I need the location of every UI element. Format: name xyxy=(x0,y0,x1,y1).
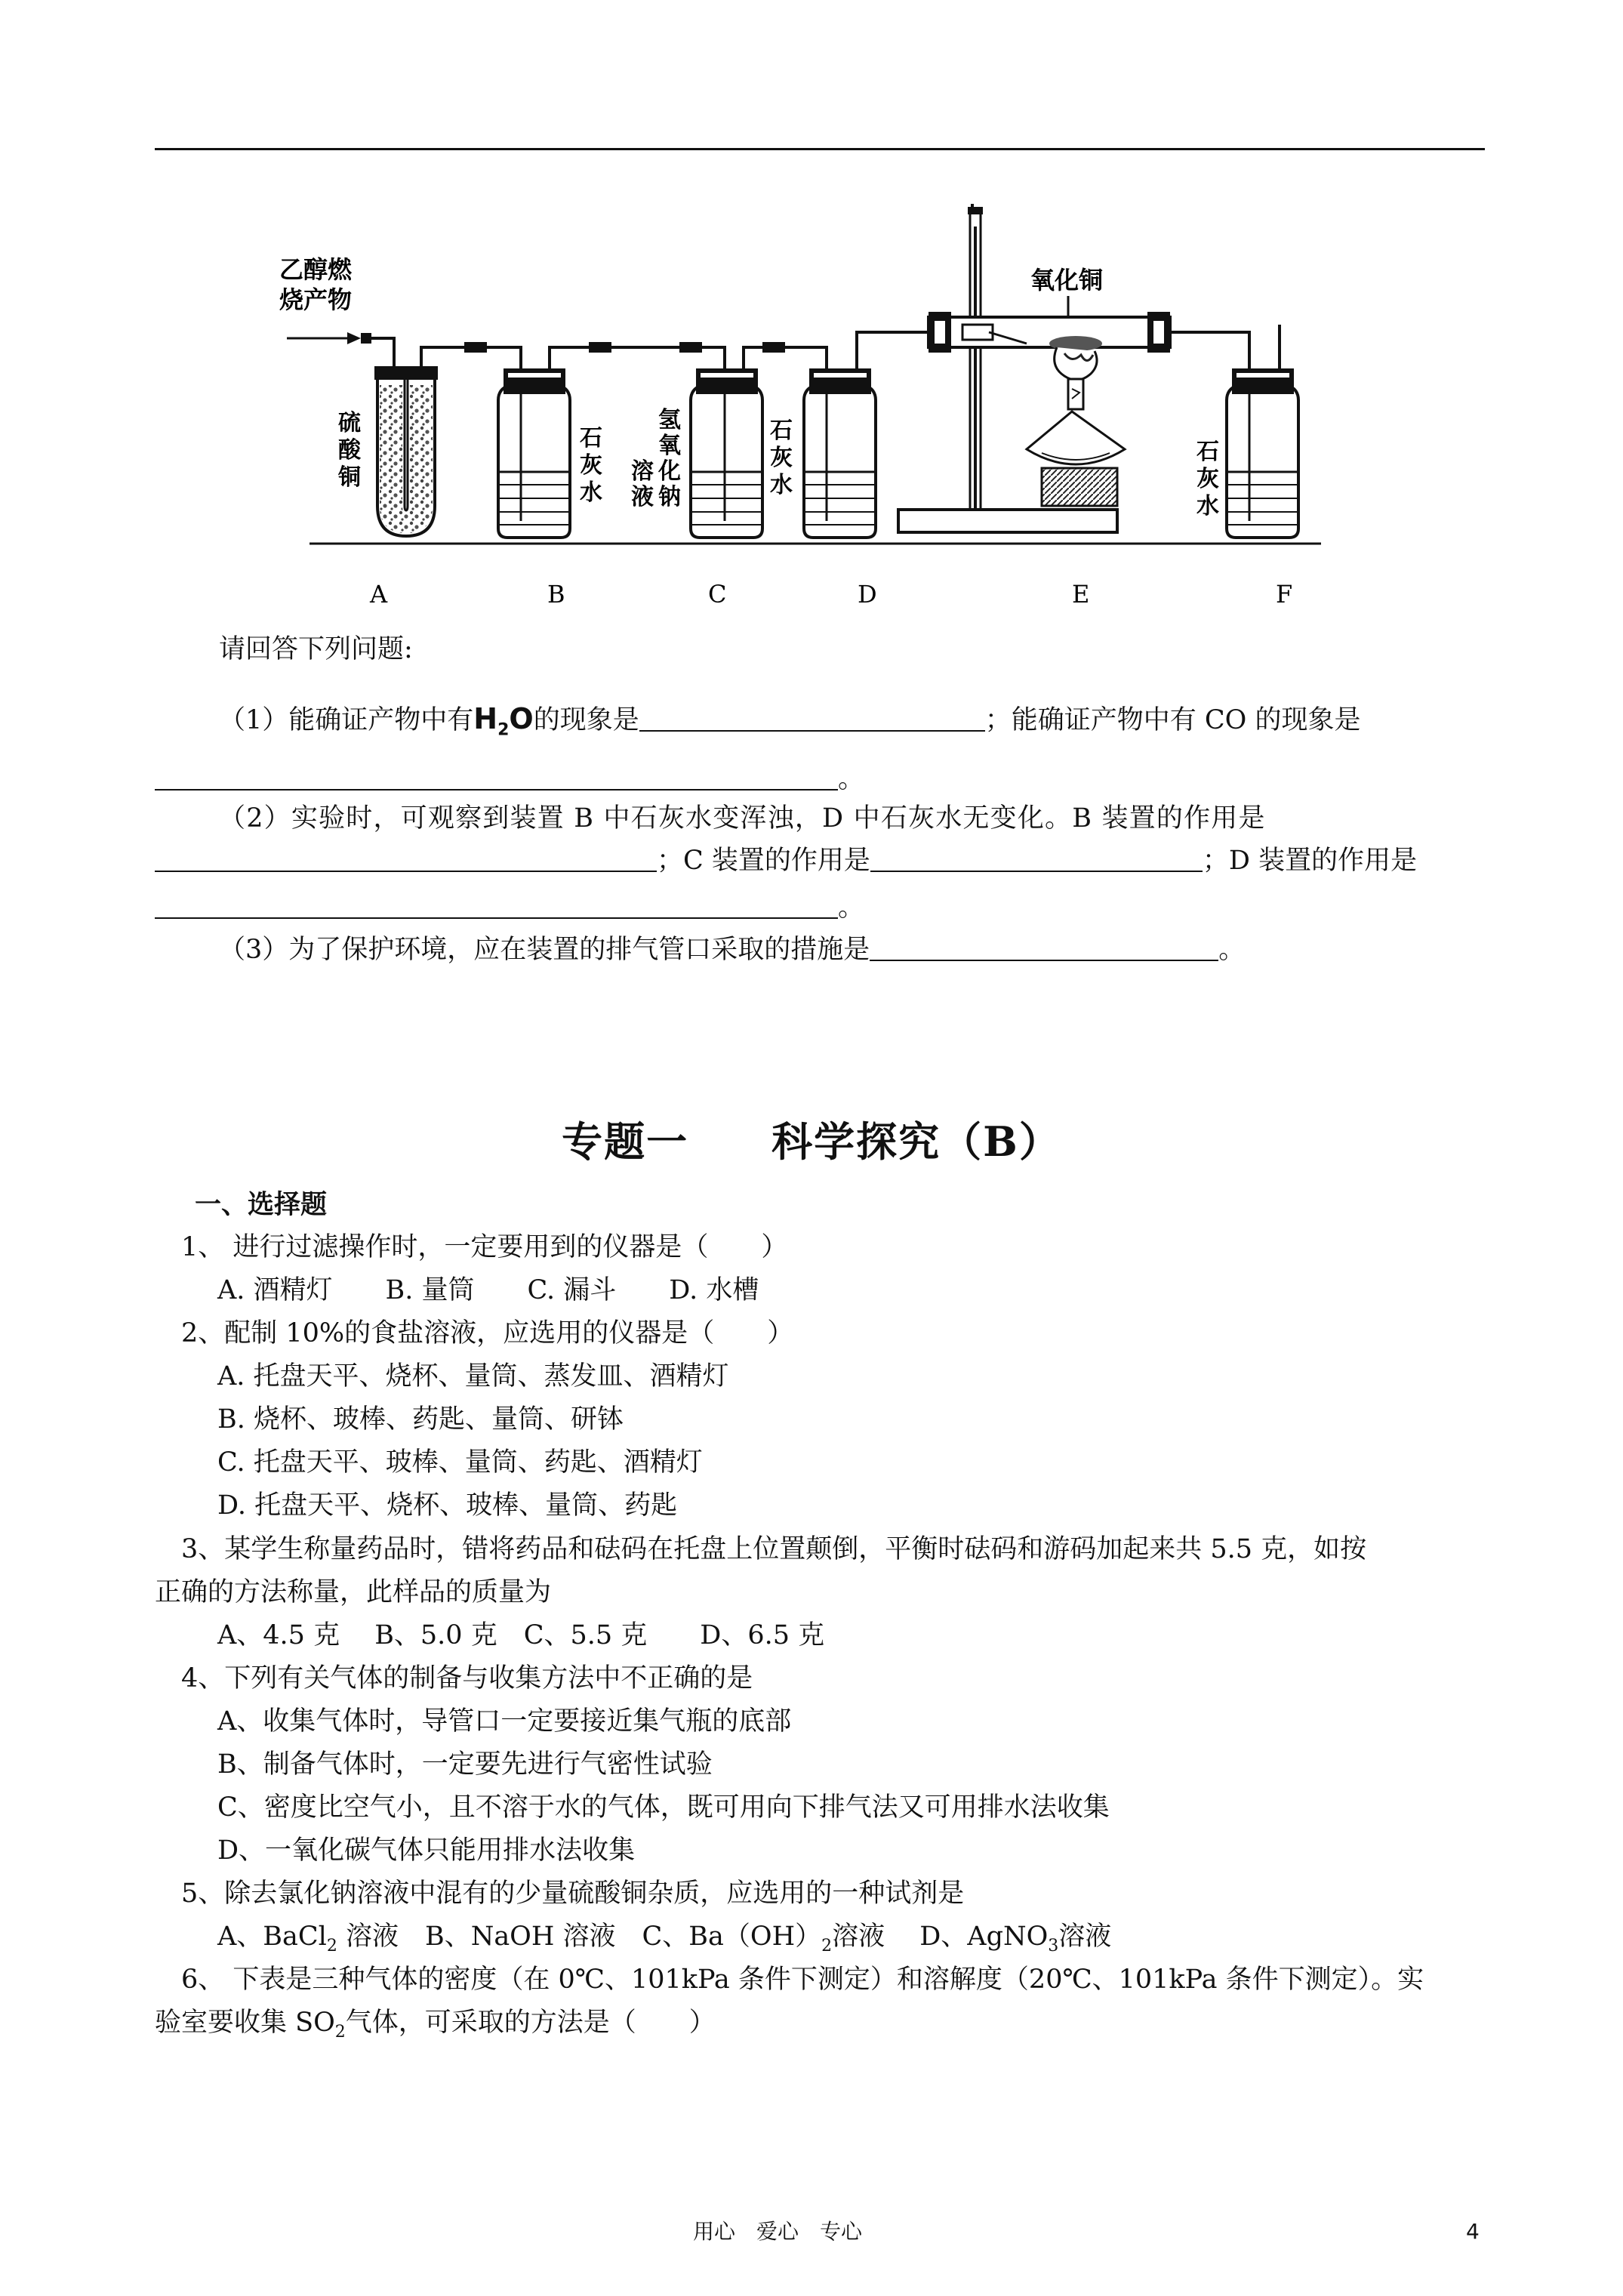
bottle-d xyxy=(804,332,929,538)
apparatus-diagram xyxy=(272,204,1344,612)
label-d-3: 水 xyxy=(770,472,793,498)
inlet-label-line1: 乙醇燃 xyxy=(279,255,353,284)
label-b-3: 水 xyxy=(580,479,602,506)
mc-q4-b: B、制备气体时，一定要先进行气密性试验 xyxy=(217,1749,713,1780)
mc-q2: 2、配制 10%的食盐溶液，应选用的仪器是（ ） xyxy=(181,1318,794,1348)
letter-d: D xyxy=(858,580,877,609)
question-1-line2: 。 xyxy=(155,763,864,796)
label-d-2: 灰 xyxy=(770,445,793,471)
label-c-3: 化 xyxy=(658,458,681,485)
mc-q4-a: A、收集气体时，导管口一定要接近集气瓶的底部 xyxy=(217,1706,792,1737)
mc-q2-b: B. 烧杯、玻棒、药匙、量筒、研钵 xyxy=(217,1404,624,1435)
question-2-line3: 。 xyxy=(155,891,864,924)
answer-blank-4[interactable] xyxy=(870,848,1203,872)
q1-part1: （1）能确证产物中有 xyxy=(219,705,474,735)
mc-q4: 4、下列有关气体的制备与收集方法中不正确的是 xyxy=(181,1663,753,1693)
letter-b: B xyxy=(547,580,565,609)
page-number: 4 xyxy=(1466,2219,1480,2244)
label-c-1: 氢 xyxy=(658,407,681,433)
mc-q3-line1: 3、某学生称量药品时，错将药品和砝码在托盘上位置颠倒，平衡时砝码和游码加起来共 5.5 克，如按 xyxy=(181,1534,1367,1564)
q1-part2: 的现象是 xyxy=(533,705,639,735)
mc-q4-d: D、一氧化碳气体只能用排水法收集 xyxy=(217,1835,636,1866)
answer-blank-1[interactable] xyxy=(639,707,985,732)
answer-blank-2[interactable] xyxy=(155,766,838,791)
mc-q1: 1、 进行过滤操作时，一定要用到的仪器是（ ） xyxy=(181,1232,788,1262)
label-cuo: 氧化铜 xyxy=(1030,266,1104,294)
section-title-part1: 专题一 xyxy=(562,1117,689,1166)
inlet-label-line2: 烧产物 xyxy=(279,285,353,314)
bottle-f xyxy=(1227,325,1298,538)
answer-blank-6[interactable] xyxy=(870,937,1218,961)
label-b-2: 灰 xyxy=(580,452,602,479)
mc-q6-line1: 6、 下表是三种气体的密度（在 0℃、101kPa 条件下测定）和溶解度（20℃、101kPa 条件下测定）。实 xyxy=(181,1965,1424,1995)
mc-q3-line2: 正确的方法称量，此样品的质量为 xyxy=(155,1577,552,1607)
answer-blank-3[interactable] xyxy=(155,848,657,872)
footer-slogan: 用心 爱心 专心 xyxy=(693,2219,863,2244)
mc-q6-line2: 验室要收集 $SO_2$气体，可采取的方法是（ ） xyxy=(155,2008,716,2042)
question-2-line2: ；C 装置的作用是 ；D 装置的作用是 xyxy=(155,844,1417,877)
label-f-1: 石 xyxy=(1196,439,1219,465)
mc-q2-d: D. 托盘天平、烧杯、玻棒、量筒、药匙 xyxy=(217,1490,678,1521)
u-tube-a xyxy=(374,347,464,536)
mc-q5: 5、除去氯化钠溶液中混有的少量硫酸铜杂质，应选用的一种试剂是 xyxy=(181,1878,965,1909)
prompt-text: 请回答下列问题: xyxy=(219,634,413,664)
bottle-c xyxy=(691,347,762,538)
mc-q2-c: C. 托盘天平、玻棒、量筒、药匙、酒精灯 xyxy=(217,1447,703,1478)
header-rule xyxy=(155,148,1485,150)
label-f-3: 水 xyxy=(1196,493,1219,519)
mc-q3-options: A、4.5 克 B、5.0 克 C、5.5 克 D、6.5 克 xyxy=(217,1620,825,1650)
letter-f: F xyxy=(1276,580,1293,609)
label-d-1: 石 xyxy=(770,418,793,444)
label-b-1: 石 xyxy=(580,425,602,451)
section-title xyxy=(0,1110,1623,1168)
label-c-5: 溶 xyxy=(631,458,654,485)
label-c-6: 液 xyxy=(631,484,654,510)
letter-e: E xyxy=(1072,580,1090,609)
question-3: （3）为了保护环境，应在装置的排气管口采取的措施是 。 xyxy=(219,935,1246,965)
bottle-b xyxy=(498,347,589,538)
section-title-part2: 科学探究（B） xyxy=(771,1117,1061,1166)
mc-q2-a: A. 托盘天平、烧杯、量筒、蒸发皿、酒精灯 xyxy=(217,1361,729,1391)
mc-q1-options: A. 酒精灯 B. 量筒 C. 漏斗 D. 水槽 xyxy=(217,1275,759,1305)
section-heading: 一、选择题 xyxy=(195,1189,328,1220)
h2o-formula: $H_2O$ xyxy=(473,702,534,740)
label-c-4: 钠 xyxy=(658,484,681,510)
mc-q5-options: A、BaCl$_2$ 溶液 B、NaOH 溶液 C、$Ba(OH)_2$溶液 D、AgNO$_3$溶液 xyxy=(217,1922,1112,1955)
label-a-3: 铜 xyxy=(338,464,361,491)
q1-part3: ；能确证产物中有 CO 的现象是 xyxy=(984,705,1361,735)
letter-c: C xyxy=(708,580,727,609)
label-c-2: 氧 xyxy=(658,433,681,459)
label-a-1: 硫 xyxy=(338,410,361,436)
question-2-line1: （2）实验时，可观察到装置 B 中石灰水变浑浊，D 中石灰水无变化。B 装置的作用是 xyxy=(219,803,1266,834)
label-a-2: 酸 xyxy=(338,437,361,464)
mc-q4-c: C、密度比空气小，且不溶于水的气体，既可用向下排气法又可用排水法收集 xyxy=(217,1792,1110,1823)
letter-a: A xyxy=(370,580,388,609)
answer-blank-5[interactable] xyxy=(155,895,838,919)
question-1-line1 xyxy=(219,702,1361,740)
label-f-2: 灰 xyxy=(1196,466,1219,492)
